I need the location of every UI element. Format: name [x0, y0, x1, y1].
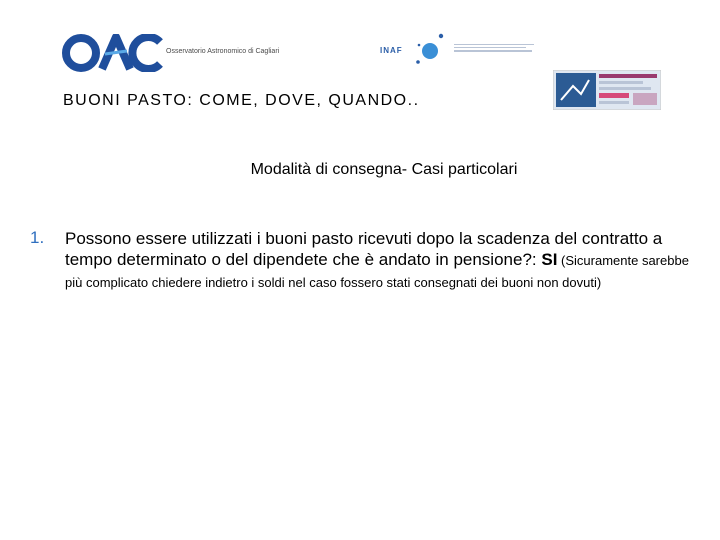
oac-logo [62, 34, 302, 72]
inaf-logo-caption [454, 44, 536, 54]
inaf-logo-mark [412, 30, 452, 70]
page-title: BUONI PASTO: COME, DOVE, QUANDO.. [63, 92, 420, 109]
meal-ticket-image [553, 70, 661, 110]
list-item-note: (Sicuramente sarebbe più complicato chiedere indietro i soldi nel caso fossero stati consegnati dei buoni non dovuti) [65, 253, 689, 290]
oac-logo-mark [62, 34, 166, 72]
list-item-answer: SI [541, 250, 558, 269]
list-item-question: Possono essere utilizzati i buoni pasto ricevuti dopo la scadenza del contratto a tempo determinato o del dipendete che è andato in pensione?: [65, 229, 663, 269]
inaf-logo-text: INAF [380, 46, 403, 55]
oac-logo-text: Osservatorio Astronomico di Cagliari [166, 48, 280, 55]
inaf-logo [378, 30, 548, 70]
section-subtitle: Modalità di consegna- Casi particolari [250, 161, 518, 178]
list-item-text [65, 228, 705, 293]
list-item-number: 1. [30, 228, 45, 247]
